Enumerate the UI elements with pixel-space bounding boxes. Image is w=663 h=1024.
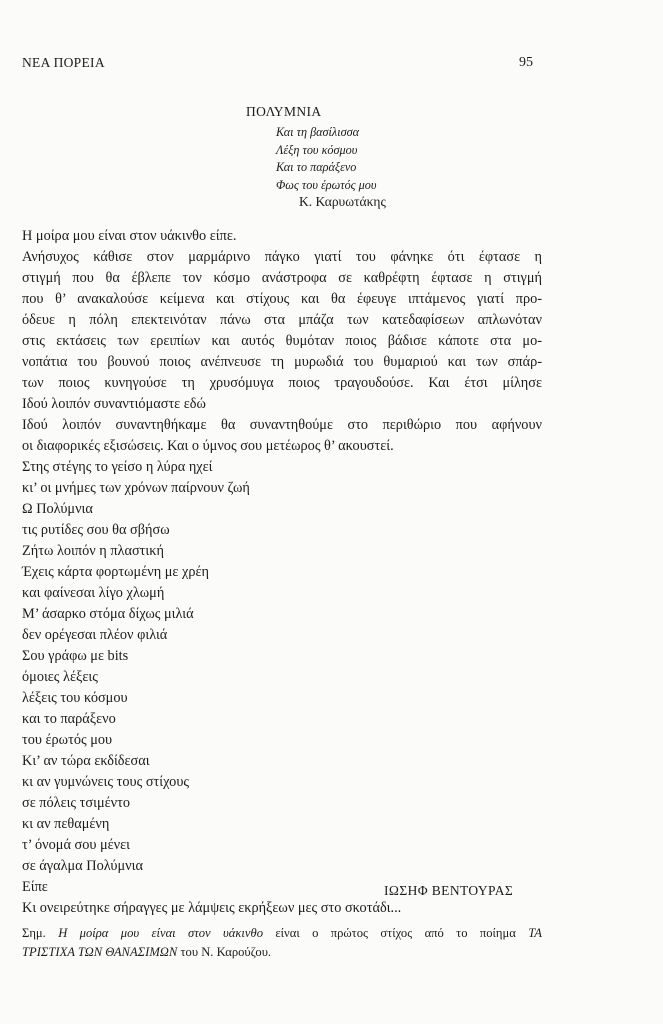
epigraph-line: Φως του έρωτός μου bbox=[276, 177, 377, 192]
poem-line: Ζήτω λοιπόν η πλαστική bbox=[22, 543, 164, 559]
poem-line: Είπε bbox=[22, 879, 48, 895]
poem-line: Ιδού λοιπόν συναντιόμαστε εδώ bbox=[22, 396, 206, 412]
poem-line: Η μοίρα μου είναι στον υάκινθο είπε. bbox=[22, 228, 237, 244]
poem-line: που θ’ ανακαλούσε κείμενα και στίχους και θα έφευγε ιπτάμενος γιατί προ- bbox=[22, 291, 542, 307]
poem-line: τ’ όνομά σου μένει bbox=[22, 837, 131, 853]
poem-line: και φαίνεσαι λίγο χλωμή bbox=[22, 585, 165, 601]
poem-line: οι διαφορικές εξισώσεις. Και ο ύμνος σου μετέωρος θ’ ακουστεί. bbox=[22, 438, 394, 454]
note-book-title: ΤΡΙΣΤΙΧΑ ΤΩΝ ΘΑΝΑΣΙΜΩΝ bbox=[22, 945, 178, 959]
note-book-title-start: ΤΑ bbox=[528, 926, 542, 940]
poem-line: Στης στέγης το γείσο η λύρα ηχεί bbox=[22, 459, 213, 475]
epigraph-line: Και το παράξενο bbox=[276, 160, 357, 174]
author-signature: ΙΩΣΗΦ ΒΕΝΤΟΥΡΑΣ bbox=[384, 883, 514, 898]
note-prefix: Σημ. bbox=[22, 926, 46, 940]
poem-line: νοπάτια του βουνού ποιος ανέπνευσε τη μυρωδιά του θυμαριού και των σπάρ- bbox=[22, 354, 542, 370]
poem-line: και το παράξενο bbox=[22, 711, 116, 727]
note-author: του Ν. Καρούζου. bbox=[180, 945, 272, 959]
poem-title: ΠΟΛΥΜΝΙΑ bbox=[246, 104, 322, 119]
poem-line: τις ρυτίδες σου θα σβήσω bbox=[22, 522, 170, 538]
poem-line: κι αν πεθαμένη bbox=[22, 816, 110, 832]
poem-line: στιγμή που θα έβλεπε τον κόσμο ανάστροφα σε καθρέφτη έφτασε η στιγμή bbox=[22, 270, 542, 286]
poem-line: Κι ονειρεύτηκε σήραγγες με λάμψεις εκρήξεων μες στο σκοτάδι... bbox=[22, 900, 402, 916]
poem-line: του έρωτός μου bbox=[22, 732, 113, 748]
epigraph-author: Κ. Καρυωτάκης bbox=[299, 194, 386, 209]
poem-line: όδευε η πόλη επεκτεινόταν πάνω στα μπάζα των κατεδαφίσεων απλωνόταν bbox=[22, 312, 542, 328]
note-text: είναι ο πρώτος στίχος από το ποίημα bbox=[275, 926, 516, 940]
poem-body bbox=[22, 226, 542, 919]
poem-line: των ποιος κυνηγούσε τη χρυσόμυγα ποιος τραγουδούσε. Και έτσι μίλησε bbox=[22, 375, 542, 391]
poem-line: όμοιες λέξεις bbox=[22, 669, 98, 685]
poem-line: Μ’ άσαρκο στόμα δίχως μιλιά bbox=[22, 606, 194, 622]
running-head: ΝΕΑ ΠΟΡΕΙΑ bbox=[22, 55, 105, 70]
epigraph-line: Λέξη του κόσμου bbox=[276, 142, 358, 157]
poem-line: σε πόλεις τσιμέντο bbox=[22, 795, 130, 811]
poem-line: στις εκτάσεις των ερειπίων και αυτός θυμόταν ποιος βάδισε κάποτε στα μο- bbox=[22, 333, 542, 349]
footnote-line bbox=[22, 924, 542, 943]
poem-line: λέξεις του κόσμου bbox=[22, 690, 128, 706]
poem-line: Έχεις κάρτα φορτωμένη με χρέη bbox=[22, 564, 209, 580]
note-quoted-verse: Η μοίρα μου είναι στον υάκινθο bbox=[58, 926, 264, 940]
poem-line: κι’ οι μνήμες των χρόνων παίρνουν ζωή bbox=[22, 480, 250, 496]
poem-line: σε άγαλμα Πολύμνια bbox=[22, 858, 143, 874]
page-number: 95 bbox=[519, 55, 533, 70]
poem-line: Ω Πολύμνια bbox=[22, 501, 93, 517]
poem-line: δεν ορέγεσαι πλέον φιλιά bbox=[22, 627, 168, 643]
poem-line: Ανήσυχος κάθισε στον μαρμάρινο πάγκο γιατί του φάνηκε ότι έφτασε η bbox=[22, 249, 542, 265]
footnote bbox=[22, 924, 542, 962]
poem-line: Κι’ αν τώρα εκδίδεσαι bbox=[22, 753, 150, 769]
epigraph bbox=[276, 124, 376, 194]
poem-line: Σου γράφω με bits bbox=[22, 648, 129, 664]
epigraph-line: Και τη βασίλισσα bbox=[276, 125, 360, 139]
poem-line: Ιδού λοιπόν συναντηθήκαμε θα συναντηθούμε στο περιθώριο που αφήνουν bbox=[22, 417, 542, 433]
footnote-line bbox=[22, 943, 542, 962]
poem-line: κι αν γυμνώνεις τους στίχους bbox=[22, 774, 190, 790]
